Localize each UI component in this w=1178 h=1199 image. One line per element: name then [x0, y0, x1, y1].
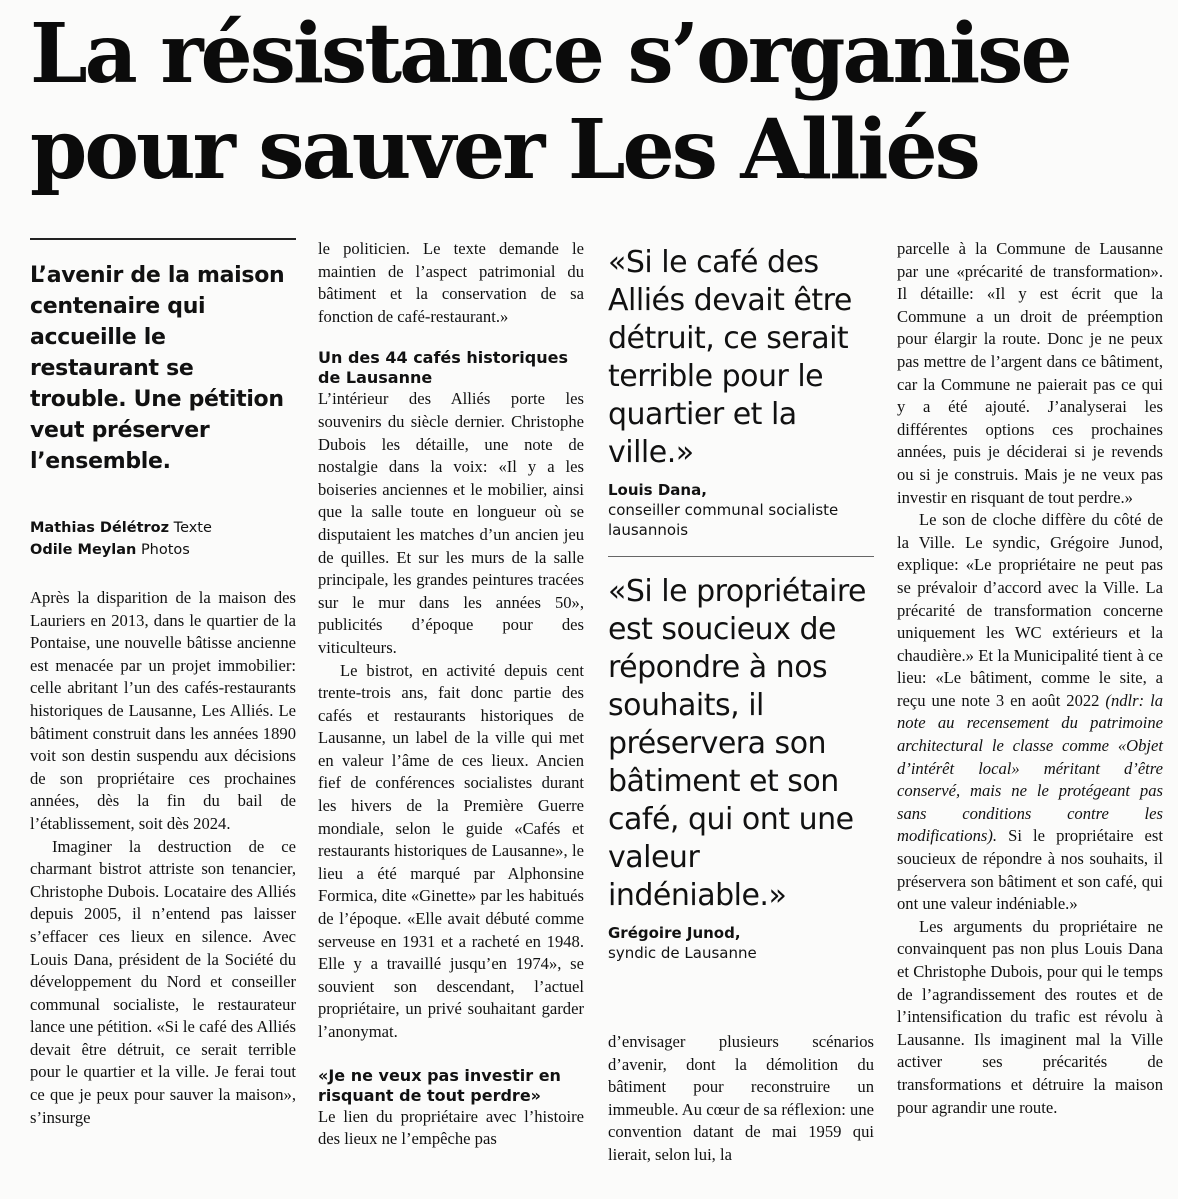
column-1 — [30, 238, 296, 1129]
byline-photographer — [30, 539, 296, 561]
subheading: «Je ne veux pas investir en risquant de tout perdre» — [318, 1065, 561, 1105]
quote-text: «Si le café des Alliés devait être détruit, ce serait terrible pour le quartier et la ville.» — [608, 245, 852, 470]
quote-author: Grégoire Junod, — [608, 924, 741, 942]
quote-author-role: syndic de Lausanne — [608, 944, 757, 962]
photographer-role: Photos — [140, 542, 190, 558]
headline-line-2: pour sauver Les Alliés — [30, 102, 978, 198]
paragraph: Après la disparition de la maison des Lauriers en 2013, dans le quartier de la Pontaise, une nouvelle bâtisse ancienne est menacée par un projet immobilier: celle abritant l’un des cafés-restaurants historiques de Lausanne, Les Alliés. Le bâtiment construit dans les années 1890 voit son destin suspendu aux décisions de son propriétaire ces prochaines années, dès la fin du bail de l’établissement, soit dès 2024. — [30, 588, 296, 833]
byline-author — [30, 517, 296, 539]
headline-line-1: La résistance s’organise — [30, 6, 1070, 102]
paragraph: parcelle à la Commune de Lausanne par une «précarité de transformation». Il détaille: «Il y est écrit que la Commune a un droit de préemption pour élargir la route. Donc je ne peux pas mettre de l’argent dans ce bâtiment, car la Commune ne paierait pas ce qui y a été ajouté. J’analyserai les différentes options ces prochaines années, puis je déciderai si je revends ou si je construis. Mais je ne veux pas investir en risquant de tout perdre.» — [897, 239, 1163, 507]
paragraph — [897, 509, 1163, 916]
photographer-name: Odile Meylan — [30, 542, 137, 558]
article-body-col4 — [897, 238, 1163, 1119]
column-rule — [30, 238, 296, 240]
author-role: Texte — [173, 520, 212, 536]
paragraph-text: Si le propriétaire est soucieux de répondre à nos souhaits, il préservera son bâtiment et son café, qui ont une valeur indéniable.» — [897, 826, 1163, 914]
headline — [30, 6, 1170, 198]
article-body-col1 — [30, 587, 296, 1129]
editor-note: (ndlr: la note au recensement du patrimoine architectural le classe comme «Objet d’intérêt local» méritant d’être conservé, mais ne le protégeant pas sans conditions contre les modifications). — [897, 690, 1163, 846]
article-body-col2 — [318, 238, 584, 1151]
column-3 — [608, 238, 874, 1167]
paragraph: Les arguments du propriétaire ne convainquent pas non plus Louis Dana et Christophe Dubois, pour qui le temps de l’agrandissement des routes et de l’intensification du trafic est révolu à Lausanne. Ils imaginent mal la Ville activer ses précarités de transformations et détruire la maison pour agrandir une route. — [897, 916, 1163, 1117]
quote-author: Louis Dana, — [608, 481, 707, 499]
pull-quote-2 — [608, 567, 874, 963]
paragraph: d’envisager plusieurs scénarios d’avenir, dont la démolition du bâtiment pour reconstruire un immeuble. Au cœur de sa réflexion: une convention datant de mai 1959 qui lierait, selon lui, la — [608, 1032, 874, 1164]
column-2 — [318, 238, 584, 1151]
quote-text: «Si le propriétaire est soucieux de répondre à nos souhaits, il préservera son bâtiment et son café, qui ont une valeur indéniable.» — [608, 574, 866, 913]
paragraph: Le bistrot, en activité depuis cent trente-trois ans, fait donc partie des cafés et restaurants historiques de Lausanne, un label de la ville qui met en valeur l’âme de ces lieux. Ancien fief de conférences socialistes durant les hivers de la Première Guerre mondiale, selon le guide «Cafés et restaurants historiques de Lausanne», le lieu a été marqué par Alphonsine Formica, dite «Ginette» par les habitués de l’époque. «Elle avait débuté comme serveuse en 1931 et a racheté en 1948. Elle y a travaillé jusqu’en 1974», se souvient son descendant, l’actuel propriétaire, un privé souhaitant garder l’anonymat. — [318, 660, 584, 1041]
pull-quote-1 — [608, 238, 874, 540]
byline — [30, 517, 296, 561]
paragraph-text: Le son de cloche diffère du côté de la Ville. Le syndic, Grégoire Junod, explique: «Le propriétaire ne peut pas se prévaloir d’accord avec la Ville. La précarité de transformation concerne uniquement les WC extérieurs et la chaudière.» Et la Municipalité tient à ce lieu: «Le bâtiment, comme le site, a reçu une note 3 en août 2022 — [897, 510, 1163, 710]
lead-text: L’avenir de la maison centenaire qui accueille le restaurant se trouble. Une pétition veut préserver l’ensemble. — [30, 263, 285, 474]
paragraph: L’intérieur des Alliés porte les souvenirs du siècle dernier. Christophe Dubois les détaille, une note de nostalgie dans la voix: «Il y a les boiseries anciennes et le mobilier, ainsi que la salle toute en longueur où se disputaient les matches d’un ancien jeu de quilles. Et sur les murs de la salle principale, les grandes peintures tracées sur le mur dans les années 50», publicités d’époque pour des viticulteurs. — [318, 389, 584, 657]
author-name: Mathias Délétroz — [30, 520, 170, 536]
column-4 — [897, 238, 1163, 1119]
quote-author-role: conseiller communal socialiste lausannois — [608, 501, 839, 539]
quote-divider — [608, 556, 874, 557]
article-body-col3 — [608, 1031, 874, 1167]
paragraph: Le lien du propriétaire avec l’histoire des lieux ne l’empêche pas — [318, 1106, 584, 1149]
paragraph: le politicien. Le texte demande le maintien de l’aspect patrimonial du bâtiment et la conservation de sa fonction de café-restaurant.» — [318, 239, 584, 326]
subheading: Un des 44 cafés historiques de Lausanne — [318, 348, 569, 388]
paragraph: Imaginer la destruction de ce charmant bistrot attriste son tenancier, Christophe Dubois. Locataire des Alliés depuis 2005, il n’entend pas laisser s’effacer ces lieux en silence. Avec Louis Dana, président de la Société du développement du Nord et conseiller communal socialiste, le restaurateur lance une pétition. «Si le café des Alliés devait être détruit, ce serait terrible pour le quartier et la ville. Je ferai tout ce que je peux pour sauver la maison», s’insurge — [30, 836, 296, 1127]
